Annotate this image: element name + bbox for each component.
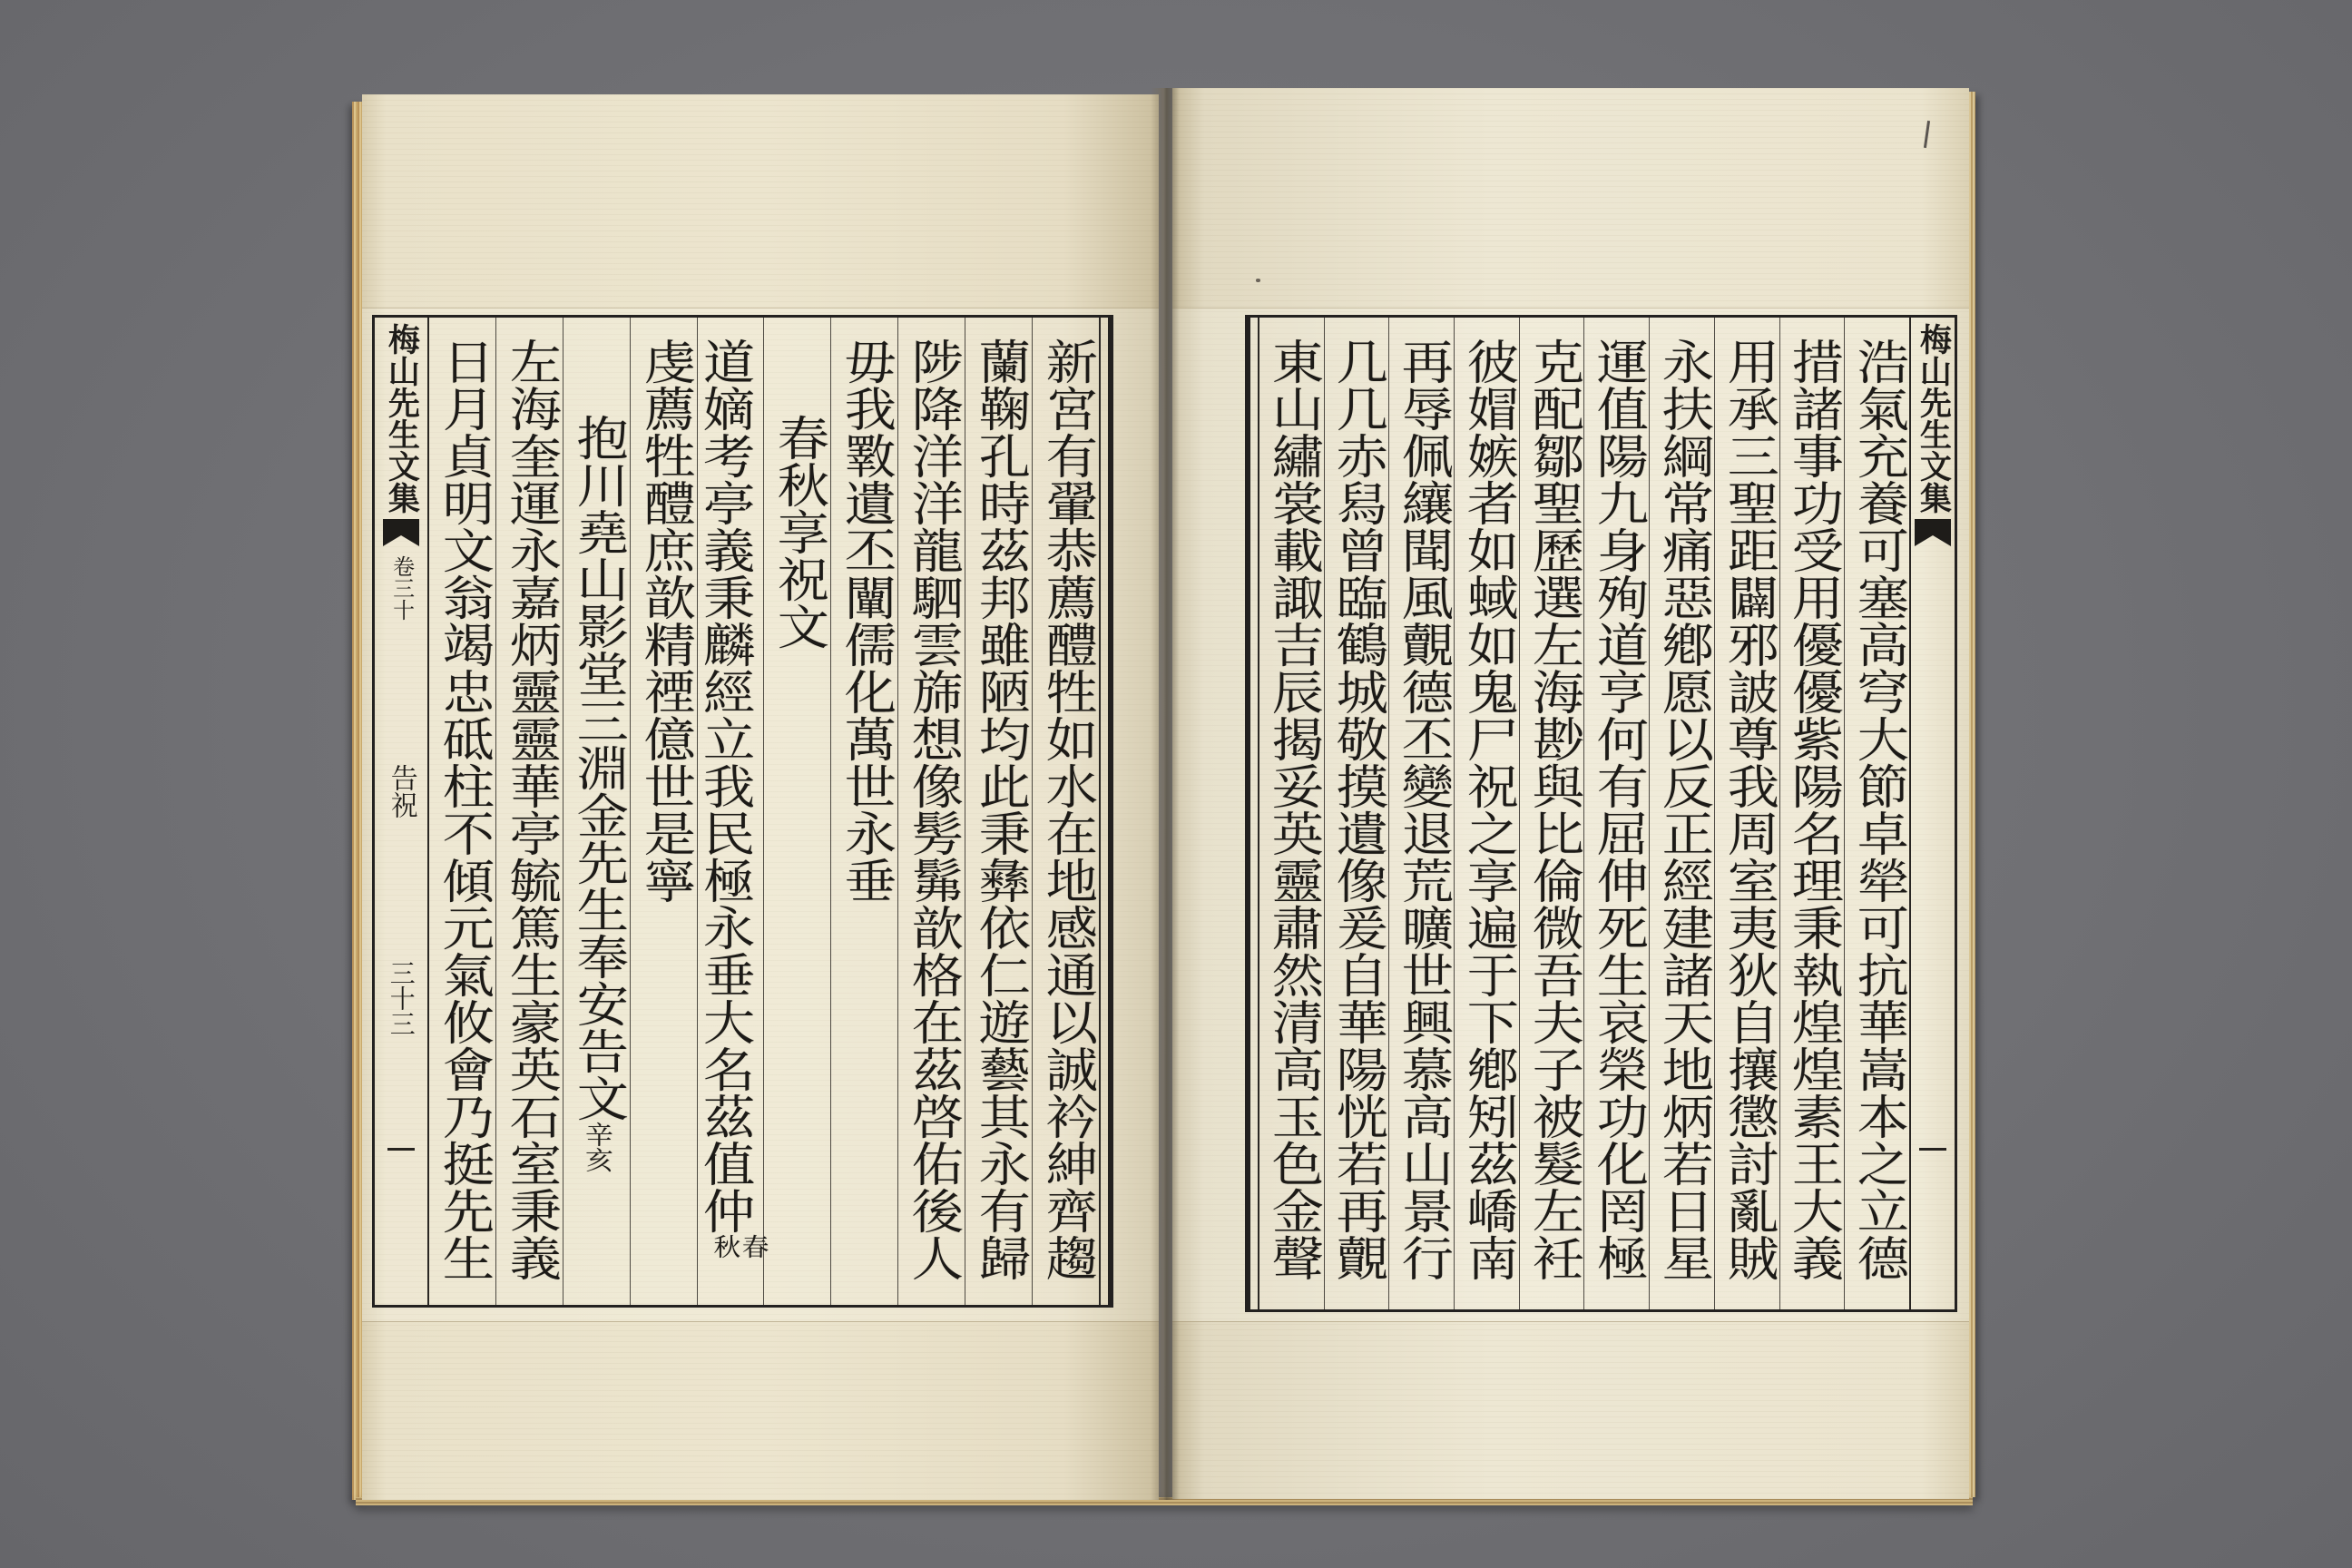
text-column <box>1714 318 1779 1309</box>
text-column <box>495 318 563 1305</box>
margin-rule <box>387 1148 415 1151</box>
text-column <box>1844 318 1909 1309</box>
text-column <box>1032 318 1099 1305</box>
book-title-block <box>1911 323 1955 514</box>
book-spine-fold <box>1151 88 1180 1500</box>
text-column <box>1583 318 1649 1309</box>
book-title: 梅山先生文集 <box>383 323 421 514</box>
text-column <box>1324 318 1389 1309</box>
column-text: 毋我斁遺丕闡儒化萬世永垂 <box>835 338 896 904</box>
column-text: 浩氣充養可塞高穹大節卓犖可抗華嵩本之立德 <box>1847 338 1908 1281</box>
left-print-frame <box>372 315 1113 1308</box>
column-text: 左海奎運永嘉炳靈靈華亭毓篤生豪英石室秉義 <box>499 338 560 1281</box>
text-column <box>897 318 965 1305</box>
column-text: 虔薦牲醴庶歆精禋億世是寧 <box>633 338 694 904</box>
left-margin-column <box>375 318 427 1305</box>
book-title: 梅山先生文集 <box>1915 323 1953 514</box>
column-text: 蘭鞠孔時茲邦雖陋均此秉彝依仁遊藝其永有歸 <box>969 338 1030 1281</box>
section-block <box>375 764 427 818</box>
fishtail-icon <box>383 519 419 546</box>
note-left: 秋 <box>709 1234 740 1259</box>
text-column <box>1779 318 1845 1309</box>
text-column <box>1649 318 1714 1309</box>
right-page <box>1172 88 1969 1499</box>
double-line-note <box>709 1234 769 1259</box>
page-number-block <box>375 960 427 1036</box>
right-margin-column <box>1911 318 1955 1309</box>
fishtail-icon <box>1915 519 1951 546</box>
heading-text: 春秋享祝文 <box>768 414 828 650</box>
pencil-mark <box>1924 121 1930 148</box>
column-text: 日月貞明文翁竭忠砥柱不傾元氣攸會乃挺先生 <box>433 338 494 1281</box>
text-column <box>1519 318 1584 1309</box>
text-column <box>693 318 769 1305</box>
heading-column <box>763 318 830 1305</box>
heading-text-with-note <box>568 414 625 1172</box>
margin-rule <box>1919 1148 1946 1151</box>
text-column <box>830 318 897 1305</box>
date-note: 辛亥 <box>581 1122 614 1172</box>
text-column <box>429 318 495 1305</box>
volume-block <box>375 555 427 621</box>
page-number: 三十三 <box>386 960 416 1036</box>
column-text: 克配鄒聖歷選左海尠與比倫微吾夫子被髮左衽 <box>1522 338 1583 1281</box>
book-title-block <box>375 323 427 514</box>
volume-label: 卷三十 <box>388 555 415 621</box>
column-text: 几几赤舄曾臨鶴城敬摸遺像爰自華陽恍若再覿 <box>1327 338 1387 1281</box>
ink-speck <box>1256 279 1260 282</box>
text-column <box>1388 318 1454 1309</box>
column-text: 陟降洋洋龍駟雲旆想像髣髴歆格在茲啓佑後人 <box>902 338 963 1281</box>
text-column <box>630 318 697 1305</box>
left-page <box>362 94 1159 1500</box>
column-text: 運值陽九身殉道亨何有屈伸死生哀榮功化罔極 <box>1587 338 1648 1281</box>
margin-rule-block <box>375 1148 427 1151</box>
column-text: 再辱佩纕聞風覿德丕變退荒曠世興慕高山景行 <box>1392 338 1453 1281</box>
section-label: 告祝 <box>385 764 417 818</box>
text-column <box>1259 318 1324 1309</box>
fishtail-block <box>375 519 427 546</box>
right-text-area <box>1258 318 1911 1309</box>
text-column <box>1454 318 1519 1309</box>
heading-column <box>563 318 630 1305</box>
right-print-frame <box>1245 315 1957 1312</box>
column-text-with-note <box>695 338 767 1259</box>
column-text: 新宮有翬恭薦醴牲如水在地感通以誠衿紳齊趨 <box>1036 338 1097 1281</box>
column-text: 永扶綱常痛惡鄕愿以反正經建諸天地炳若日星 <box>1652 338 1713 1281</box>
margin-rule-block <box>1911 1148 1955 1151</box>
column-text: 彼媢嫉者如蜮如鬼尸祝之享遍于下鄕矧茲嶠南 <box>1457 338 1518 1281</box>
note-right: 春 <box>737 1234 769 1259</box>
fishtail-block <box>1911 519 1955 546</box>
column-text: 措諸事功受用優優紫陽名理秉執煌煌素王大義 <box>1782 338 1843 1281</box>
column-text: 用承三聖距闢邪詖尊我周室夷狄自攘懲討亂賊 <box>1717 338 1778 1281</box>
left-text-area <box>427 318 1101 1305</box>
column-text: 道嫡考亭義秉麟經立我民極永垂大名茲值仲 <box>693 338 754 1234</box>
column-text: 東山繡裳載諏吉辰揭妥英靈肅然清高玉色金聲 <box>1261 338 1322 1281</box>
text-column <box>965 318 1032 1305</box>
heading-text: 抱川堯山影堂三淵金先生奉安告文 <box>566 414 627 1122</box>
